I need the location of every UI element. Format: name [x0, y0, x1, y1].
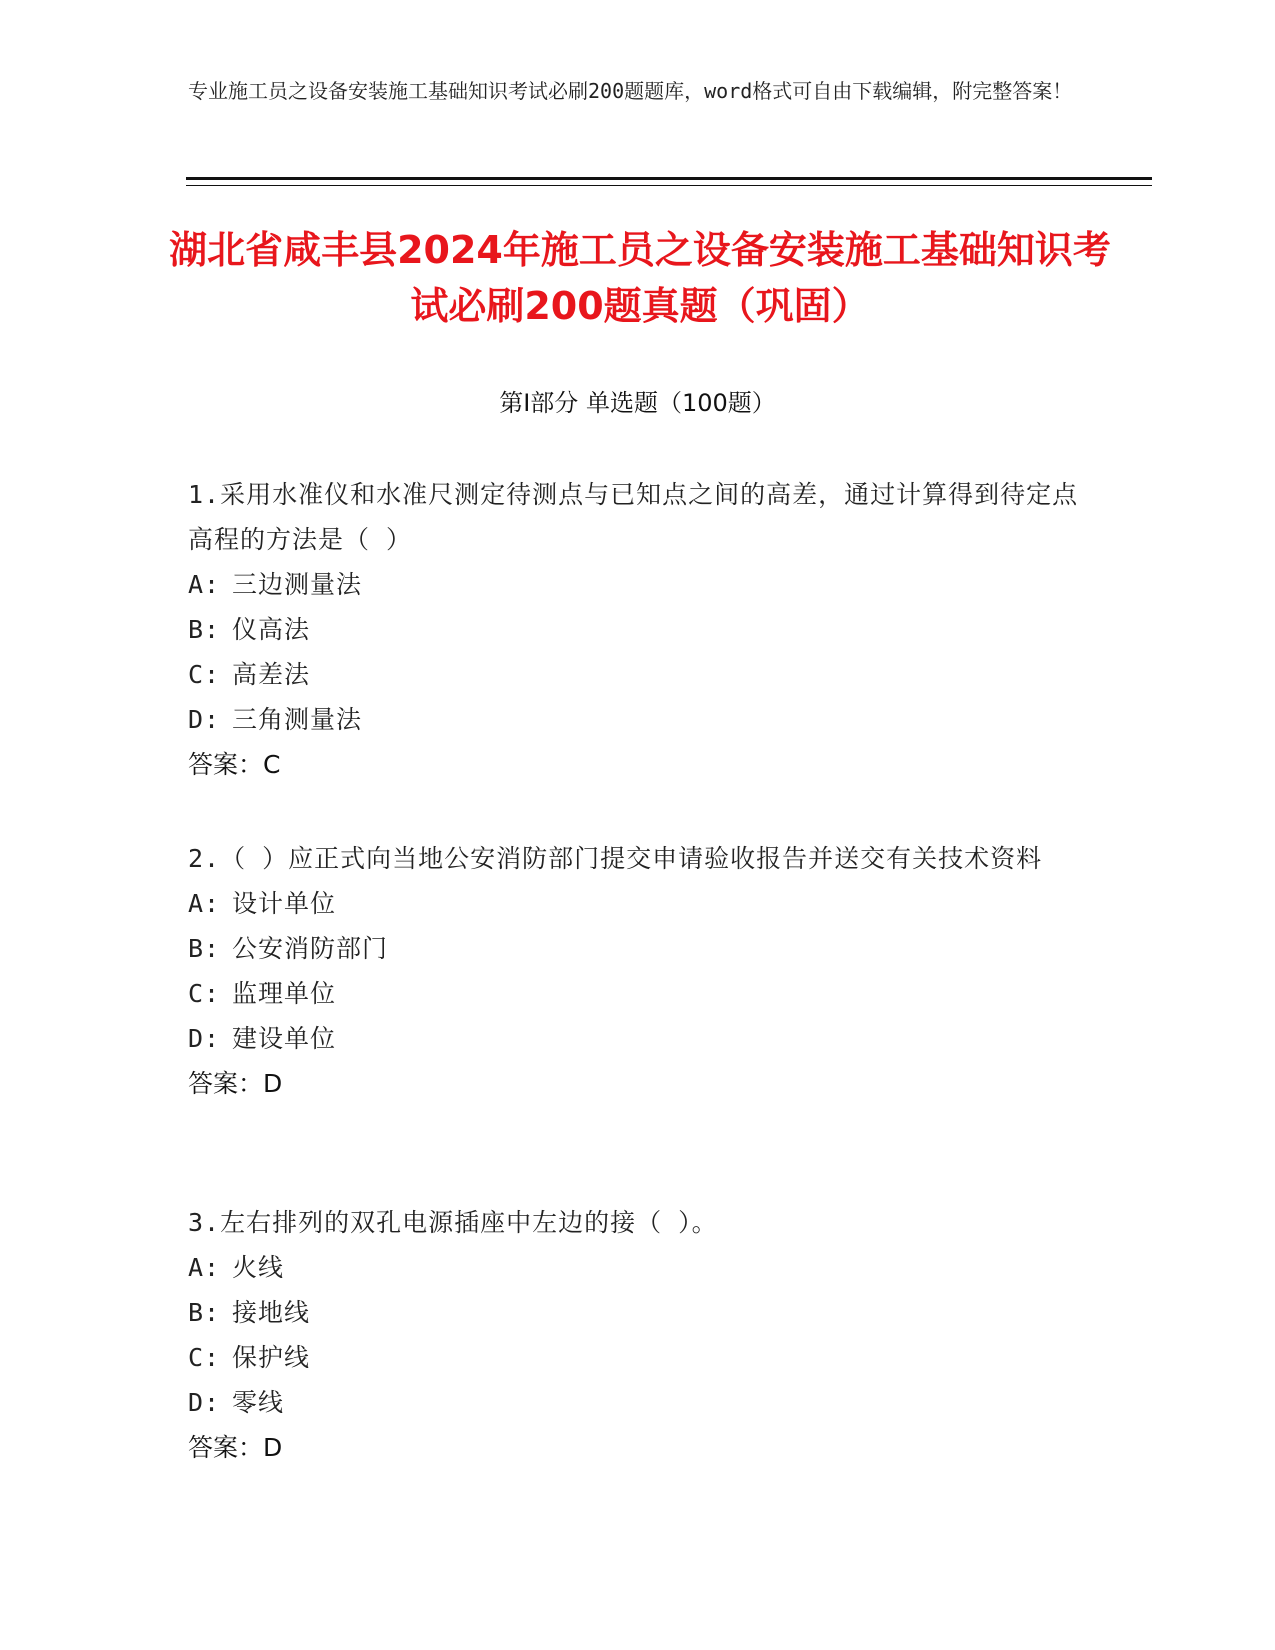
- header-note: 专业施工员之设备安装施工基础知识考试必刷200题题库，word格式可自由下载编辑，附完整答案！: [188, 79, 1073, 103]
- document-title: 湖北省咸丰县2024年施工员之设备安装施工基础知识考试必刷200题真题（巩固）: [169, 228, 1111, 328]
- option-d: [188, 1016, 1088, 1061]
- answer-text: 答案：C: [188, 750, 281, 779]
- option-text: 高差法: [232, 660, 311, 689]
- option-text: 公安消防部门: [232, 934, 389, 963]
- option-text: 设计单位: [232, 889, 337, 918]
- option-d: [188, 697, 1088, 742]
- option-text: 建设单位: [232, 1024, 337, 1053]
- question-2: [188, 836, 1088, 1106]
- option-letter: D:: [188, 1388, 221, 1417]
- option-letter: D:: [188, 1024, 221, 1053]
- answer-text: 答案：D: [188, 1069, 283, 1098]
- question-3: [188, 1200, 1088, 1470]
- question-text: 3.左右排列的双孔电源插座中左边的接（ ）。: [188, 1208, 718, 1237]
- option-text: 三角测量法: [232, 705, 363, 734]
- option-a: [188, 1245, 1088, 1290]
- question-1: [188, 472, 1088, 787]
- option-b: [188, 607, 1088, 652]
- option-text: 火线: [232, 1253, 285, 1282]
- option-text: 监理单位: [232, 979, 337, 1008]
- answer-text: 答案：D: [188, 1433, 283, 1462]
- option-letter: A:: [188, 1253, 221, 1282]
- header-rule-thin: [186, 185, 1152, 186]
- option-letter: C:: [188, 660, 221, 689]
- section-title: 第Ⅰ部分 单选题（100题）: [499, 389, 776, 417]
- option-b: [188, 1290, 1088, 1335]
- option-letter: A:: [188, 889, 221, 918]
- option-c: [188, 652, 1088, 697]
- option-letter: D:: [188, 705, 221, 734]
- option-c: [188, 1335, 1088, 1380]
- option-text: 零线: [232, 1388, 285, 1417]
- option-d: [188, 1380, 1088, 1425]
- question-text: 1.采用水准仪和水准尺测定待测点与已知点之间的高差，通过计算得到待定点高程的方法是（ ）: [188, 480, 1079, 554]
- option-text: 三边测量法: [232, 570, 363, 599]
- question-text: 2.（ ）应正式向当地公安消防部门提交申请验收报告并送交有关技术资料: [188, 844, 1043, 873]
- option-letter: B:: [188, 934, 221, 963]
- option-letter: B:: [188, 615, 221, 644]
- option-letter: C:: [188, 1343, 221, 1372]
- option-letter: B:: [188, 1298, 221, 1327]
- option-text: 仪高法: [232, 615, 311, 644]
- option-text: 保护线: [232, 1343, 311, 1372]
- option-c: [188, 971, 1088, 1016]
- header-rule-thick: [186, 177, 1152, 180]
- option-letter: A:: [188, 570, 221, 599]
- option-text: 接地线: [232, 1298, 311, 1327]
- option-letter: C:: [188, 979, 221, 1008]
- option-b: [188, 926, 1088, 971]
- option-a: [188, 562, 1088, 607]
- option-a: [188, 881, 1088, 926]
